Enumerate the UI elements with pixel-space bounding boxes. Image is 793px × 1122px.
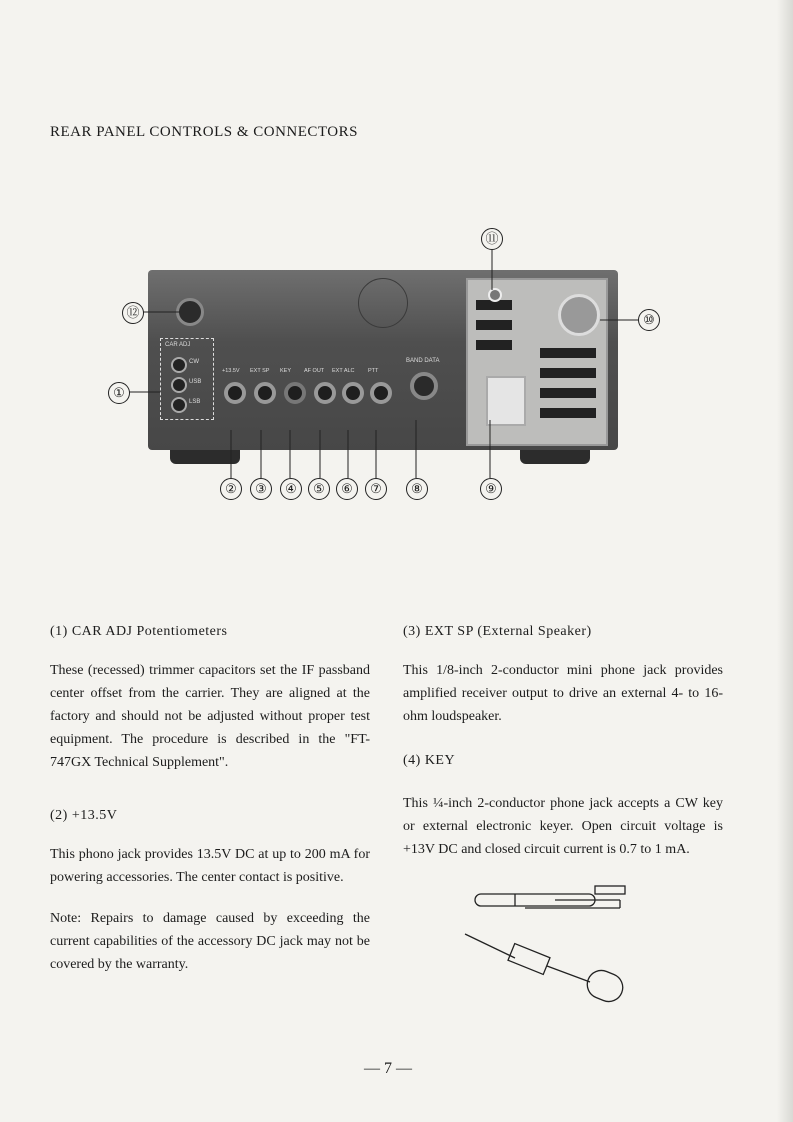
jack-label-key: KEY <box>280 368 292 374</box>
rear-panel-figure <box>100 220 660 510</box>
section-ext-sp <box>403 620 723 728</box>
callout-4: ④ <box>280 478 302 500</box>
section-title: (1) CAR ADJ Potentiometers <box>50 624 228 639</box>
section-title: (4) KEY <box>403 753 456 768</box>
callout-7: ⑦ <box>365 478 387 500</box>
callout-5: ⑤ <box>308 478 330 500</box>
car-adj-label: CAR ADJ <box>165 342 191 348</box>
section-body: This 1/8-inch 2-conductor mini phone jack provides amplified receiver output to drive an external 4- to 16-ohm loudspeaker. <box>403 663 723 724</box>
key-plug-illustration <box>455 880 655 1025</box>
section-body: This ¼-inch 2-conductor phone jack accepts a CW key or external electronic keyer. Open circuit voltage is +13V DC and closed circuit current is 0.7 to 1 mA. <box>403 796 723 857</box>
page-number: — 7 — <box>364 1060 412 1077</box>
section-body: These (recessed) trimmer capacitors set the IF passband center offset from the carrier. They are aligned at the factory and should not be adjusted without proper test equipment. The procedure is described in the "FT-747GX Technical Supplement". <box>50 663 370 770</box>
section-note: Note: Repairs to damage caused by exceeding the current capabilities of the accessory DC jack may not be covered by the warranty. <box>50 911 370 972</box>
callout-10: ⑩ <box>638 309 660 331</box>
page-edge-shadow <box>777 0 793 1122</box>
lsb-label: LSB <box>189 399 201 405</box>
section-title: (3) EXT SP (External Speaker) <box>403 624 592 639</box>
section-key <box>403 749 723 861</box>
callout-6: ⑥ <box>336 478 358 500</box>
section-13v <box>50 804 370 976</box>
callout-3: ③ <box>250 478 272 500</box>
cw-label: CW <box>189 359 199 365</box>
jack-label-ext-sp: EXT SP <box>250 368 270 374</box>
section-car-adj <box>50 620 370 774</box>
jack-label-af-out: AF OUT <box>304 368 325 374</box>
jack-label-ptt: PTT <box>368 368 379 374</box>
band-data-label: BAND DATA <box>406 358 440 364</box>
callout-11: ⑪ <box>481 228 503 250</box>
leader-lines <box>100 220 660 510</box>
usb-label: USB <box>189 379 202 385</box>
section-body: This phono jack provides 13.5V DC at up to 200 mA for powering accessories. The center contact is positive. <box>50 847 370 885</box>
jack-label-ext-alc: EXT ALC <box>332 368 355 374</box>
page-heading: REAR PANEL CONTROLS & CONNECTORS <box>50 124 358 140</box>
section-title: (2) +13.5V <box>50 808 118 823</box>
jack-label-13v: +13.5V <box>222 368 240 374</box>
callout-2: ② <box>220 478 242 500</box>
callout-1: ① <box>108 382 130 404</box>
callout-12: ⑫ <box>122 302 144 324</box>
callout-9: ⑨ <box>480 478 502 500</box>
callout-8: ⑧ <box>406 478 428 500</box>
